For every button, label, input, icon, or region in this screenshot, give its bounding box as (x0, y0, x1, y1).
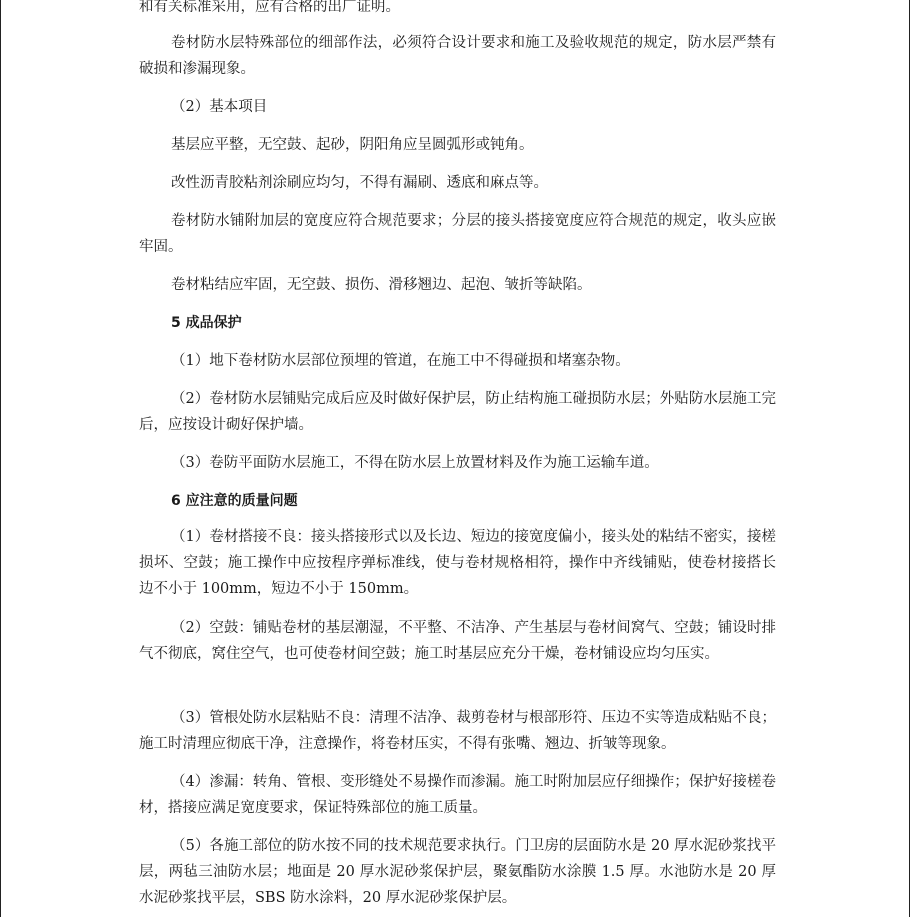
paragraph-quality-2: （2）空鼓：铺贴卷材的基层潮湿，不平整、不洁净、产生基层与卷材间窝气、空鼓；铺设时排气不彻底，窝住空气，也可使卷材间空鼓；施工时基层应充分干燥，卷材铺设应均匀压实。 (139, 620, 776, 662)
subheading-basic-items: （2）基本项目 (171, 99, 268, 115)
paragraph-protection-3: （3）卷防平面防水层施工，不得在防水层上放置材料及作为施工运输车道。 (171, 455, 659, 471)
paragraph-quality-4: （4）渗漏：转角、管根、变形缝处不易操作而渗漏。施工时附加层应仔细操作；保护好接槎卷材，搭接应满足宽度要求，保证特殊部位的施工质量。 (139, 774, 776, 816)
paragraph-protection-2: （2）卷材防水层铺贴完成后应及时做好保护层，防止结构施工碰损防水层；外贴防水层施工完后，应按设计砌好保护墙。 (139, 391, 776, 433)
paragraph-bonding: 卷材粘结应牢固，无空鼓、损伤、滑移翘边、起泡、皱折等缺陷。 (171, 277, 592, 293)
paragraph-quality-3: （3）管根处防水层粘贴不良：清理不洁净、裁剪卷材与根部形符、压边不实等造成粘贴不良；施工时清理应彻底干净，注意操作，将卷材压实，不得有张嘴、翘边、折皱等现象。 (139, 710, 776, 752)
paragraph-continuation: 和有关标准采用，应有合格的出厂证明。 (139, 0, 400, 15)
paragraph-detail-requirements: 卷材防水层特殊部位的细部作法，必须符合设计要求和施工及验收规范的规定，防水层严禁有破损和渗漏现象。 (139, 35, 776, 77)
section-heading-5: 5 成品保护 (171, 315, 242, 331)
paragraph-adhesive: 改性沥青胶粘剂涂刷应均匀，不得有漏刷、透底和麻点等。 (171, 175, 548, 191)
page-border-right (909, 0, 910, 917)
paragraph-additional-layer: 卷材防水铺附加层的宽度应符合规范要求；分层的接头搭接宽度应符合规范的规定，收头应嵌牢固。 (139, 213, 776, 255)
paragraph-protection-1: （1）地下卷材防水层部位预埋的管道，在施工中不得碰损和堵塞杂物。 (171, 353, 630, 369)
paragraph-quality-5: （5）各施工部位的防水按不同的技术规范要求执行。门卫房的层面防水是 20 厚水泥砂浆找平层，两毡三油防水层；地面是 20 厚水泥砂浆保护层，聚氨酯防水涂膜 1.5 厚。水池防水是 20 厚水泥砂浆找平层，SBS 防水涂料，20 厚水泥砂浆保护层。 (139, 838, 776, 906)
paragraph-quality-1: （1）卷材搭接不良：接头搭接形式以及长边、短边的接宽度偏小，接头处的粘结不密实，接槎损坏、空鼓；施工操作中应按程序弹标准线，使与卷材规格相符，操作中齐线铺贴，使卷材接搭长边不小于 100mm，短边不小于 150mm。 (139, 529, 776, 597)
page-border-left (0, 0, 1, 917)
paragraph-base-flat: 基层应平整，无空鼓、起砂，阴阳角应呈圆弧形或钝角。 (171, 137, 534, 153)
section-heading-6: 6 应注意的质量问题 (171, 493, 298, 509)
